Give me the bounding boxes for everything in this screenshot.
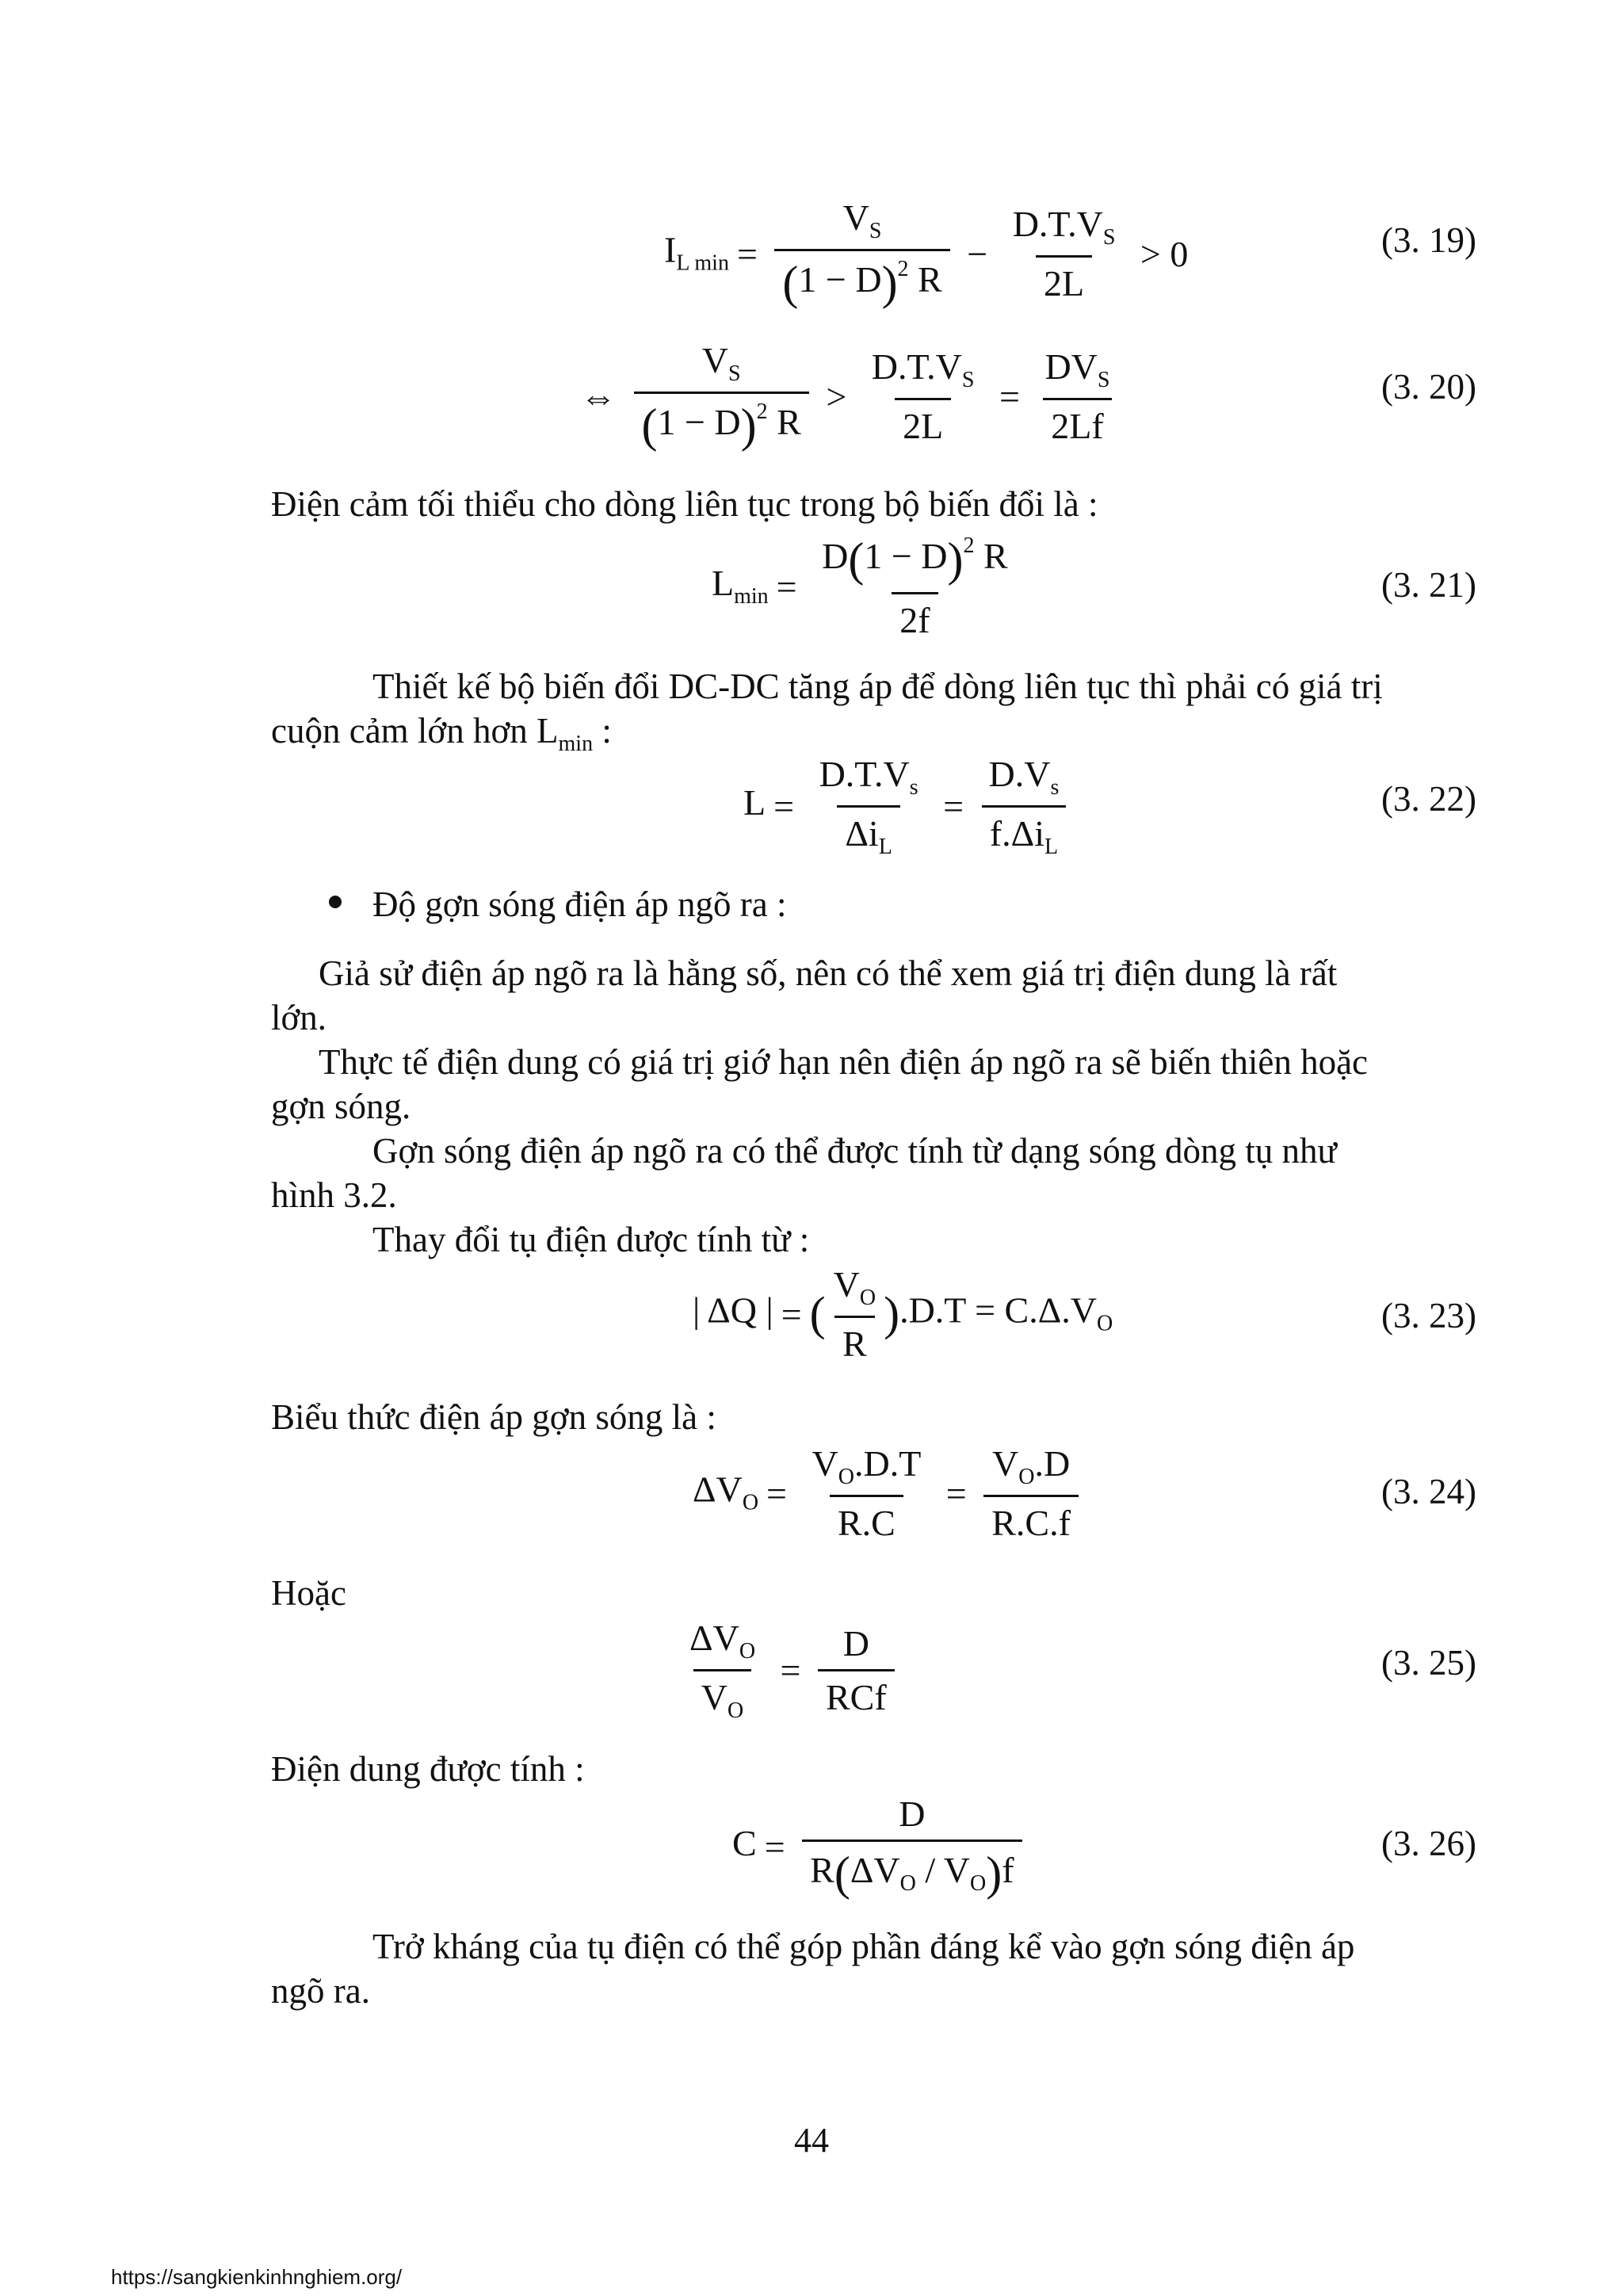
paragraph-line: Thay đổi tụ điện dược tính từ : [372, 1220, 810, 1259]
equation-3-23: | ΔQ | = ( $\frac{V_O}{R}$ )$.D.T = C.\Delta.V_O$ [693, 1264, 1113, 1364]
paragraph-line: cuộn cảm lớn hơn L [271, 711, 559, 751]
equation-number: (3. 20) [1381, 367, 1476, 407]
paragraph [271, 664, 1476, 766]
equation-number: (3. 25) [1381, 1643, 1476, 1683]
equation-3-25: $\frac{\Delta V_O}{V_O}$ = $\frac{D}{\text{RCf}}$ [682, 1617, 895, 1724]
equation-number: (3. 22) [1381, 779, 1476, 819]
paragraph: Biểu thức điện áp gợn sóng là : [271, 1397, 716, 1437]
paragraph: Điện dung được tính : [271, 1749, 585, 1789]
equation-3-24: $\Delta V_O$ = $\frac{V_O.D.T}{R.C}$ = $\frac{V_O.D}{R.C.f}$ [693, 1442, 1079, 1544]
paragraph [271, 951, 1476, 1262]
equation-number: (3. 23) [1381, 1296, 1476, 1335]
equation-number: (3. 19) [1381, 220, 1476, 260]
paragraph-line: gợn sóng. [271, 1087, 411, 1126]
paragraph-line: Thiết kế bộ biến đổi DC-DC tăng áp để dòng liên tục thì phải có giá trị [372, 667, 1383, 706]
equation-3-21: $L_{min}$ = $\frac{D(1 - D)^2 R}{2f}$ [712, 533, 1008, 640]
paragraph-line: lớn. [271, 998, 327, 1037]
footer-url[interactable]: https://sangkienkinhnghiem.org/ [111, 2265, 403, 2289]
equation-3-19: $I_{L min}$ = $\frac{V_S}{(1 - D)^2 R}$ − $\frac{D.T.V_S}{2L}$ > 0 [664, 197, 1189, 309]
paragraph: Điện cảm tối thiểu cho dòng liên tục trong bộ biến đổi là : [271, 484, 1098, 524]
paragraph-line: Trở kháng của tụ điện có thể góp phần đáng kể vào gợn sóng điện áp [372, 1927, 1355, 1966]
equation-number: (3. 26) [1381, 1824, 1476, 1863]
equation-3-26: C = $\frac{D}{R(\Delta V_O / V_O)f}$ [732, 1793, 1022, 1901]
paragraph-line: ngõ ra. [271, 1971, 370, 2011]
paragraph-line: Giả sử điện áp ngõ ra là hằng số, nên có thể xem giá trị điện dung là rất [319, 953, 1338, 993]
subscript: min [558, 732, 594, 756]
bullet-icon [329, 896, 342, 908]
paragraph-line: : [593, 711, 612, 751]
equation-3-20: ⇔ $\frac{V_S}{(1 - D)^2 R}$ > $\frac{D.T.V_S}{2L}$ = $\frac{DV_S}{2Lf}$ [572, 339, 1117, 453]
equation-3-22: L = $\frac{D.T.V_s}{\Delta i_L}$ = $\frac{D.V_s}{f.\Delta i_L}$ [743, 753, 1067, 860]
paragraph-line: Thực tế điện dung có giá trị giớ hạn nên điện áp ngõ ra sẽ biến thiên hoặc [319, 1042, 1369, 1082]
paragraph-line: hình 3.2. [271, 1175, 397, 1215]
equation-number: (3. 21) [1381, 565, 1476, 605]
equation-number: (3. 24) [1381, 1472, 1476, 1511]
paragraph: Hoặc [271, 1573, 346, 1613]
page-number: 44 [794, 2121, 829, 2160]
paragraph-line: Gợn sóng điện áp ngõ ra có thể được tính từ dạng sóng dòng tụ như [372, 1131, 1337, 1171]
bullet-heading: Độ gợn sóng điện áp ngõ ra : [372, 884, 787, 924]
paragraph [271, 1924, 1476, 2013]
